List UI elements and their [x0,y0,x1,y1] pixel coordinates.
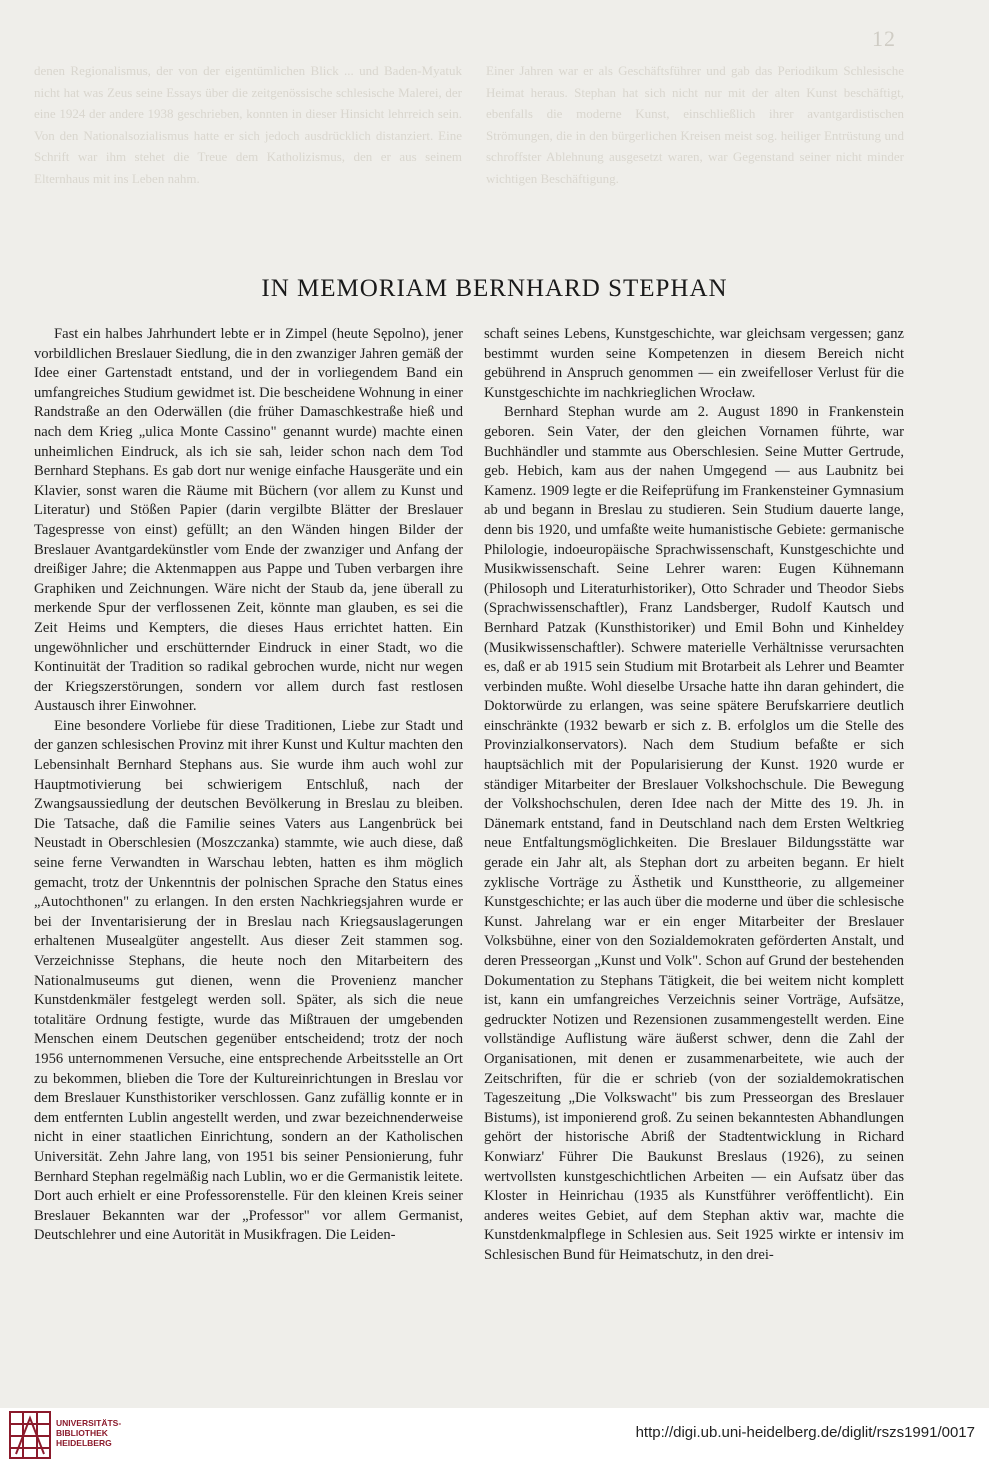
library-name-line: BIBLIOTHEK [56,1428,108,1438]
paragraph: Bernhard Stephan wurde am 2. August 1890 in Frankenstein geboren. Sein Vater, der den gleichen Vornamen führte, war Buchhändler und stammte aus Oberschlesien. Seine Mutter Gertrude, geb. Hebich, kam aus der nahen Umgegend — aus Laubnitz bei Kamenz. 1909 legte er die Reifeprüfung im Frankensteiner Gymnasium ab und begann in Breslau zu studieren. Sein Studium dauerte lange, denn bis 1920, und umfaßte weite humanistische Gebiete: germanische Philologie, indoeuropäische Sprachwissenschaft, Kunstgeschichte und Musikwissenschaft. Seine Lehrer waren: Eugen Kühnemann (Philosoph und Literaturhistoriker), Otto Schrader und Theodor Siebs (Sprachwissenschaftler), Franz Landsberger, Rudolf Kautsch und Bernhard Patzak (Kunsthistoriker) und Emil Bohn und Kinheldey (Musikwissenschaftler). Schwere materielle Verhältnisse verursachten es, daß er ab 1915 sein Studium mit Brotarbeit als Lehrer und Beamter verbinden mußte. Wohl dieselbe Ursache hatte ihn daran gehindert, die Doktorwürde zu erlangen, was seine spätere Berufskarriere deutlich einschränkte (1932 bewarb er sich z. B. erfolglos um die Stelle des Provinzialkonservators). Nach dem Studium befaßte er sich hauptsächlich mit der Popularisierung der Kunst. 1920 wurde er ständiger Mitarbeiter der Breslauer Volkshochschule. Die Bewegung der Volkshochschulen, deren Idee nach der Mitte des 19. Jh. in Dänemark entstand, fand in Deutschland nach dem Ersten Weltkrieg neue Entfaltungsmöglichkeiten. Die Breslauer Bildungsstätte war gerade ein Jahr alt, als Stephan dort zu arbeiten begann. Er hielt zyklische Vorträge zu Ästhetik und Kunsttheorie, zu allgemeiner Kunstgeschichte; er las auch über die moderne und über die schlesische Kunst. Jahrelang war er ein enger Mitarbeiter der Breslauer Volksbühne, einer von den Sozialdemokraten geförderten Anstalt, und deren Presseorgan „Kunst und Volk". Schon auf Grund der bestehenden Dokumentation zu Stephans Tätigkeit, die bei weitem nicht komplett ist, kann ein umfangreiches Verzeichnis seiner Vorträge, Aufsätze, gedruckter Notizen und Rezensionen zusammengestellt werden. Eine vollständige Auflistung wäre äußerst schwer, denn die Zahl der Organisationen, mit denen er zusammenarbeitete, wie auch der Zeitschriften, für die er schrieb (von der sozialdemokratischen Tageszeitung „Die Volkswacht" bis zum Presseorgan des Breslauer Bistums), ist imponierend groß. Zu seinen bekanntesten Abhandlungen gehört der historische Abriß der Stadtentwicklung in Richard Konwiarz' Führer Die Baukunst Breslaus (1926), zu seinen wertvollsten kunstgeschichtlichen Arbeiten — ein Aufsatz über das Kloster in Heinrichau (1935 als Kunstführer veröffentlicht). Ein anderes weites Gebiet, auf dem Stephan aktiv war, machte die Kunstdenkmalpflege in Schlesien aus. Seit 1925 wirkte er intensiv im Schlesischen Bund für Heimatschutz, in den drei- [484,404,904,1263]
paragraph: Fast ein halbes Jahrhundert lebte er in Zimpel (heute Sępolno), jener vorbildlichen Breslauer Siedlung, die in den zwanziger Jahren gemäß der Idee einer Gartenstadt entstand, und der in vorliegendem Band ein umfangreiches Studium gewidmet ist. Die bescheidene Wohnung in einer Randstraße an den Oderwällen (die früher Damaschkestraße hieß und nach dem Krieg „ulica Monte Cassino" genannt wurde) machte einen unheimlichen Eindruck, als ich sie sah, leider schon nach dem Tod Bernhard Stephans. Es gab dort nur wenige einfache Hausgeräte und ein Klavier, sonst waren die Räume mit Büchern (vor allem zu Kunst und Literatur) und Stößen Papier (darin vergilbte Blätter der Breslauer Tagespresse von einst) gefüllt; an den Wänden hingen Bilder der Breslauer Avantgardekünstler vom Ende der zwanziger und Anfang der dreißiger Jahre; die Aktenmappen aus Pappe und Tuben verbargen ihre Graphiken und Zeichnungen. Wäre nicht der Staub da, jene überall zu merkende Spur der verflossenen Zeit, könnte man glauben, es sei die Zeit Heims und Kempters, die dieses Haus errichtet hatten. Ein ungewöhnlicher und erschütternder Eindruck in einer Stadt, wo die Kontinuität der Tradition so radikal gebrochen wurde, nicht nur wegen der Kriegszerstörungen, sondern vor allem durch fast restlosen Austausch ihrer Einwohner. [34,326,463,715]
left-column [34,325,463,1246]
library-name[interactable] [56,1418,121,1448]
paragraph: Eine besondere Vorliebe für diese Traditionen, Liebe zur Stadt und der ganzen schlesischen Provinz mit ihrer Kunst und Kultur machten den Lebensinhalt Bernhard Stephans aus. Sie wurde ihm auch wohl zur Hauptmotivierung bei schwierigem Entschluß, nach der Zwangsaussiedlung der deutschen Bevölkerung in Breslau zu bleiben. Die Tatsache, daß die Familie seines Vaters aus Langenbrück bei Neustadt in Oberschlesien (Moszczanka) stammte, wie auch diese, daß seine ferne Verwandten in Warschau lebten, hatten es ihm möglich gemacht, trotz der Unkenntnis der polnischen Sprache den Status eines „Autochthonen" zu erlangen. In den ersten Nachkriegsjahren wurde er bei der Inventarisierung der in Breslau nach Kriegsauslagerungen erhaltenen Musealgüter angestellt. Aus dieser Zeit stammen sog. Verzeichnisse Stephans, die heute noch den Mitarbeitern des Nationalmuseums gut dienen, wenn die Provenienz mancher Kunstdenkmäler festgelegt werden soll. Später, als sich die neue totalitäre Ordnung festigte, wurde das Mißtrauen der umgebenden Menschen einem Deutschen gegenüber entscheidend; trotz der noch 1956 unternommenen Versuche, eine entsprechende Arbeitsstelle an Ort zu bekommen, blieben die Tore der Kultureinrichtungen in Breslau vor dem Breslauer Kunsthistoriker verschlossen. Ganz zufällig konnte er in dem entfernten Lublin angestellt werden, und zwar bezeichnenderweise nicht in einer staatlichen Einrichtung, sondern an der Katholischen Universität. Zehn Jahre lang, von 1951 bis seiner Pensionierung, fuhr Bernhard Stephan regelmäßig nach Lublin, wo er die Germanistik leitete. Dort auch erhielt er eine Professorenstelle. Für den kleinen Kreis seiner Breslauer Bekannten war der „Professor" vor allem Germanist, Deutschlehrer und eine Autorität in Musikfragen. Die Leiden- [34,717,463,1244]
library-logo-icon[interactable] [8,1410,52,1460]
page-number: 12 [872,26,896,51]
bleed-through-right: Einer Jahren war er als Geschäftsführer und gab das Periodikum Schlesische Heimat heraus. Stephan hat sich nicht nur mit der alten Kunst beschäftigt, ebenfalls die moderne Kunst, einschließlich ihrer avantgardistischen Strömungen, die in den bürgerlichen Kreisen meist sog. heiliger Entrüstung und schroffster Ablehnung ausgesetzt waren, war Gegenstand seiner nicht minder wichtigen Beschäftigung. [486,63,904,186]
library-name-line: HEIDELBERG [56,1438,112,1448]
document-url-link[interactable]: http://digi.ub.uni-heidelberg.de/diglit/rszs1991/0017 [635,1424,975,1441]
paragraph: schaft seines Lebens, Kunstgeschichte, war gleichsam vergessen; ganz bestimmt wurden seine Kompetenzen in diesem Bereich nicht gebührend in Anspruch genommen — ein zweifelloser Verlust für die Kunstgeschichte im nachkrieglichen Wrocław. [484,326,904,401]
library-name-line: UNIVERSITÄTS- [56,1418,122,1428]
right-column [484,325,904,1266]
bleed-through-left: denen Regionalismus, der von der eigentümlichen Blick ... und Baden-Myatuk nicht hat was Zeus seine Essays über die zeitgenössische schlesische Malerei, der eine 1924 der andere 1938 geschrieben, konnten in dieser Hinsicht lehrreich sein. Von den Nationalsozialismus hatte er sich jedoch ausdrücklich distanziert. Eine Schrift war ihm stehet die Treue dem Katholizismus, den er aus seinem Elternhaus mit ins Leben nahm. [34,63,462,186]
article-title: IN MEMORIAM BERNHARD STEPHAN [261,275,728,302]
